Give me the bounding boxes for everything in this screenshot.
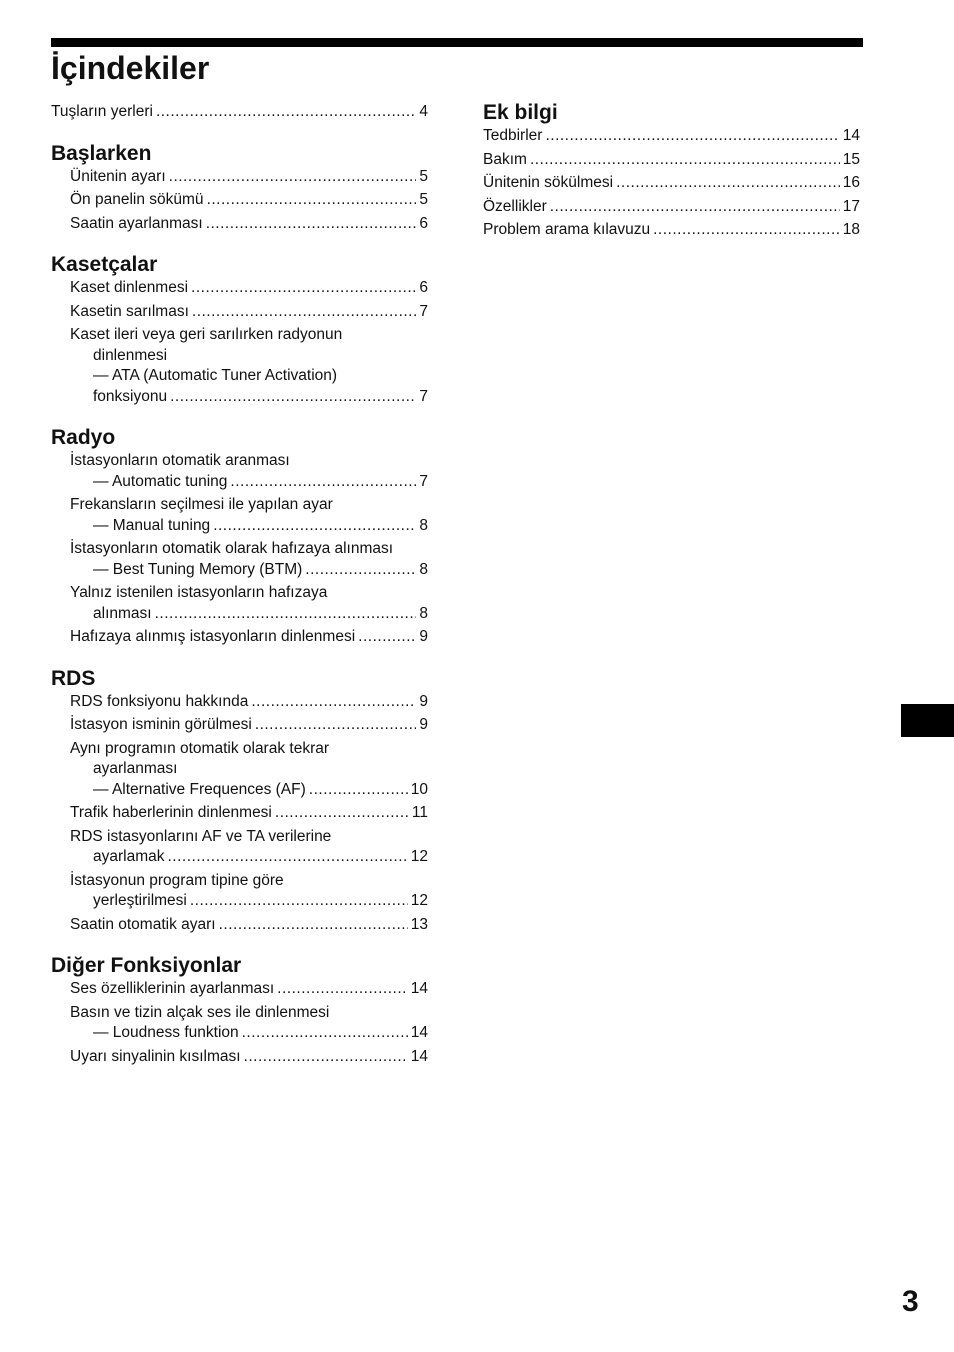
- toc-entry[interactable]: [51, 278, 428, 299]
- dot-leader: [255, 715, 417, 736]
- toc-entry-line: Frekansların seçilmesi ile yapılan ayar: [70, 496, 333, 513]
- toc-entry-title: — Loudness funktion: [93, 1024, 239, 1041]
- toc-page-number: 14: [410, 980, 428, 997]
- toc-page-number: 7: [419, 387, 428, 405]
- toc-entry-title: Ünitenin ayarı: [70, 167, 166, 185]
- toc-entry[interactable]: [51, 167, 428, 188]
- toc-entry-line: Yalnız istenilen istasyonların hafızaya: [70, 584, 328, 601]
- toc-entry-title: Saatin ayarlanması: [70, 214, 203, 232]
- toc-left-column: [51, 100, 428, 1085]
- toc-entry[interactable]: [51, 692, 428, 713]
- toc-entry[interactable]: [51, 214, 428, 235]
- toc-entry-line: İstasyonların otomatik olarak hafızaya alınması: [70, 540, 394, 557]
- toc-page-number: 12: [410, 848, 428, 865]
- section-heading: Kasetçalar: [51, 253, 158, 276]
- toc-entry-line: dinlenmesi: [93, 346, 168, 364]
- toc-page-number: 6: [419, 279, 428, 296]
- toc-entry-title: Özellikler: [483, 197, 547, 215]
- dot-leader: [530, 150, 840, 171]
- dot-leader: [305, 560, 416, 581]
- toc-section-radyo: [51, 425, 428, 648]
- toc-entry-title: RDS fonksiyonu hakkında: [70, 692, 249, 710]
- dot-leader: [251, 692, 416, 713]
- toc-entry-title: Trafik haberlerinin dinlenmesi: [70, 804, 272, 821]
- toc-page-number: 8: [419, 516, 428, 534]
- toc-entry-title: ayarlamak: [93, 848, 165, 865]
- toc-section-ba-larken: [51, 141, 428, 235]
- dot-leader: [170, 387, 416, 408]
- toc-page-number: 16: [842, 174, 860, 191]
- toc-entry[interactable]: [483, 197, 860, 218]
- toc-entry-title: Kaset dinlenmesi: [70, 279, 189, 296]
- toc-entry[interactable]: [51, 827, 428, 868]
- toc-entry[interactable]: [51, 715, 428, 736]
- toc-page-number: 8: [419, 560, 428, 578]
- section-heading: Başlarken: [51, 141, 152, 165]
- toc-entry-title: Tuşların yerleri: [51, 103, 153, 120]
- dot-leader: [358, 627, 416, 648]
- dot-leader: [213, 516, 416, 537]
- toc-page-number: 14: [410, 1024, 428, 1041]
- toc-entry-title: Bakım: [483, 150, 527, 168]
- toc-page-number: 18: [842, 221, 860, 238]
- section-heading: Diğer Fonksiyonlar: [51, 954, 242, 977]
- dot-leader: [653, 220, 840, 241]
- toc-entry-line: İstasyonların otomatik aranması: [70, 452, 290, 469]
- toc-entry-line: Basın ve tizin alçak ses ile dinlenmesi: [70, 1003, 330, 1021]
- toc-entry-title: fonksiyonu: [93, 387, 168, 405]
- toc-entry-line: ayarlanması: [93, 760, 178, 777]
- toc-entry-title: İstasyon isminin görülmesi: [70, 716, 252, 733]
- top-rule: [51, 38, 863, 47]
- toc-entry[interactable]: [483, 173, 860, 194]
- toc-right-column: [483, 100, 860, 259]
- toc-entry-title: alınması: [93, 604, 152, 622]
- toc-page-number: 17: [842, 197, 860, 215]
- toc-entry[interactable]: [51, 539, 428, 580]
- toc-entry[interactable]: [51, 325, 428, 407]
- toc-entry-title: — Best Tuning Memory (BTM): [93, 560, 303, 578]
- toc-entry-line: İstasyonun program tipine göre: [70, 871, 284, 889]
- toc-entry-line: — ATA (Automatic Tuner Activation): [93, 367, 338, 384]
- dot-leader: [155, 604, 417, 625]
- toc-entry-title: Hafızaya alınmış istasyonların dinlenmesi: [70, 628, 356, 645]
- toc-page-number: 9: [419, 716, 428, 733]
- toc-entry-title: Ön panelin sökümü: [70, 191, 204, 208]
- toc-entry-title: — Automatic tuning: [93, 472, 228, 490]
- toc-entry[interactable]: [51, 627, 428, 648]
- section-heading: RDS: [51, 666, 96, 690]
- toc-section-di-er-fonksiyonlar: [51, 953, 428, 1067]
- dot-leader: [191, 278, 416, 299]
- toc-entry[interactable]: [51, 915, 428, 936]
- page-title: İçindekiler: [51, 50, 210, 86]
- dot-leader: [156, 102, 416, 123]
- dot-leader: [275, 803, 409, 824]
- toc-page-number: 14: [410, 1047, 428, 1065]
- dot-leader: [206, 214, 417, 235]
- toc-entry[interactable]: [483, 220, 860, 241]
- toc-entry-title: Ünitenin sökülmesi: [483, 174, 614, 191]
- dot-leader: [169, 167, 417, 188]
- toc-entry[interactable]: [51, 495, 428, 536]
- section-heading: Radyo: [51, 426, 116, 449]
- toc-entry[interactable]: [51, 1047, 428, 1068]
- toc-entry-title: yerleştirilmesi: [93, 892, 187, 909]
- toc-page-number: 5: [419, 167, 428, 185]
- dot-leader: [219, 915, 408, 936]
- toc-entry-title: — Manual tuning: [93, 516, 211, 534]
- toc-entry-title: — Alternative Frequences (AF): [93, 780, 306, 798]
- dot-leader: [190, 891, 408, 912]
- toc-section-rds: [51, 666, 428, 936]
- toc-section-kaset-alar: [51, 252, 428, 407]
- dot-leader: [207, 190, 417, 211]
- toc-entry[interactable]: [51, 871, 428, 912]
- toc-entry[interactable]: [51, 803, 428, 824]
- page-number: 3: [902, 1285, 919, 1318]
- toc-entry-title: Problem arama kılavuzu: [483, 221, 651, 238]
- toc-page-number: 4: [419, 103, 428, 120]
- toc-entry-title: Kasetin sarılması: [70, 302, 189, 320]
- toc-entry[interactable]: [51, 302, 428, 323]
- toc-page-number: 5: [419, 191, 428, 208]
- dot-leader: [309, 780, 408, 801]
- dot-leader: [192, 302, 416, 323]
- dot-leader: [168, 847, 408, 868]
- dot-leader: [242, 1023, 408, 1044]
- section-tab-marker: [901, 704, 954, 737]
- toc-entry-title: Tedbirler: [483, 127, 543, 144]
- dot-leader: [550, 197, 840, 218]
- toc-page-number: 6: [419, 214, 428, 232]
- dot-leader: [277, 979, 408, 1000]
- toc-entry-line: Kaset ileri veya geri sarılırken radyonun: [70, 326, 343, 343]
- dot-leader: [230, 472, 416, 493]
- toc-page-number: 12: [410, 892, 428, 909]
- toc-entry[interactable]: [483, 150, 860, 171]
- toc-entry[interactable]: [51, 979, 428, 1000]
- toc-page-number: 9: [419, 628, 428, 645]
- toc-entry-line: Aynı programın otomatik olarak tekrar: [70, 739, 330, 757]
- toc-page-number: 14: [842, 127, 860, 144]
- toc-entry[interactable]: [51, 583, 428, 624]
- toc-entry-title: Saatin otomatik ayarı: [70, 915, 216, 933]
- toc-page-number: 7: [419, 472, 428, 490]
- toc-entry[interactable]: [483, 126, 860, 147]
- toc-page-number: 7: [419, 302, 428, 320]
- toc-page-number: 10: [410, 780, 428, 798]
- toc-entry[interactable]: [51, 1003, 428, 1044]
- toc-section-ek-bilgi: [483, 100, 860, 241]
- toc-page-number: 8: [419, 604, 428, 622]
- toc-page-number: 9: [419, 692, 428, 710]
- toc-entry-title: Ses özelliklerinin ayarlanması: [70, 980, 275, 997]
- dot-leader: [244, 1047, 408, 1068]
- dot-leader: [616, 173, 840, 194]
- section-heading: Ek bilgi: [483, 101, 558, 124]
- toc-page-number: 13: [410, 915, 428, 933]
- toc-page-number: 15: [842, 150, 860, 168]
- toc-entry[interactable]: [51, 190, 428, 211]
- toc-section-untitled: [51, 100, 428, 123]
- toc-entry-title: Uyarı sinyalinin kısılması: [70, 1047, 241, 1065]
- toc-page-number: 11: [411, 804, 428, 821]
- toc-entry[interactable]: [51, 451, 428, 492]
- dot-leader: [545, 126, 839, 147]
- toc-entry[interactable]: [51, 102, 428, 123]
- toc-entry-line: RDS istasyonlarını AF ve TA verilerine: [70, 827, 332, 845]
- toc-entry[interactable]: [51, 739, 428, 801]
